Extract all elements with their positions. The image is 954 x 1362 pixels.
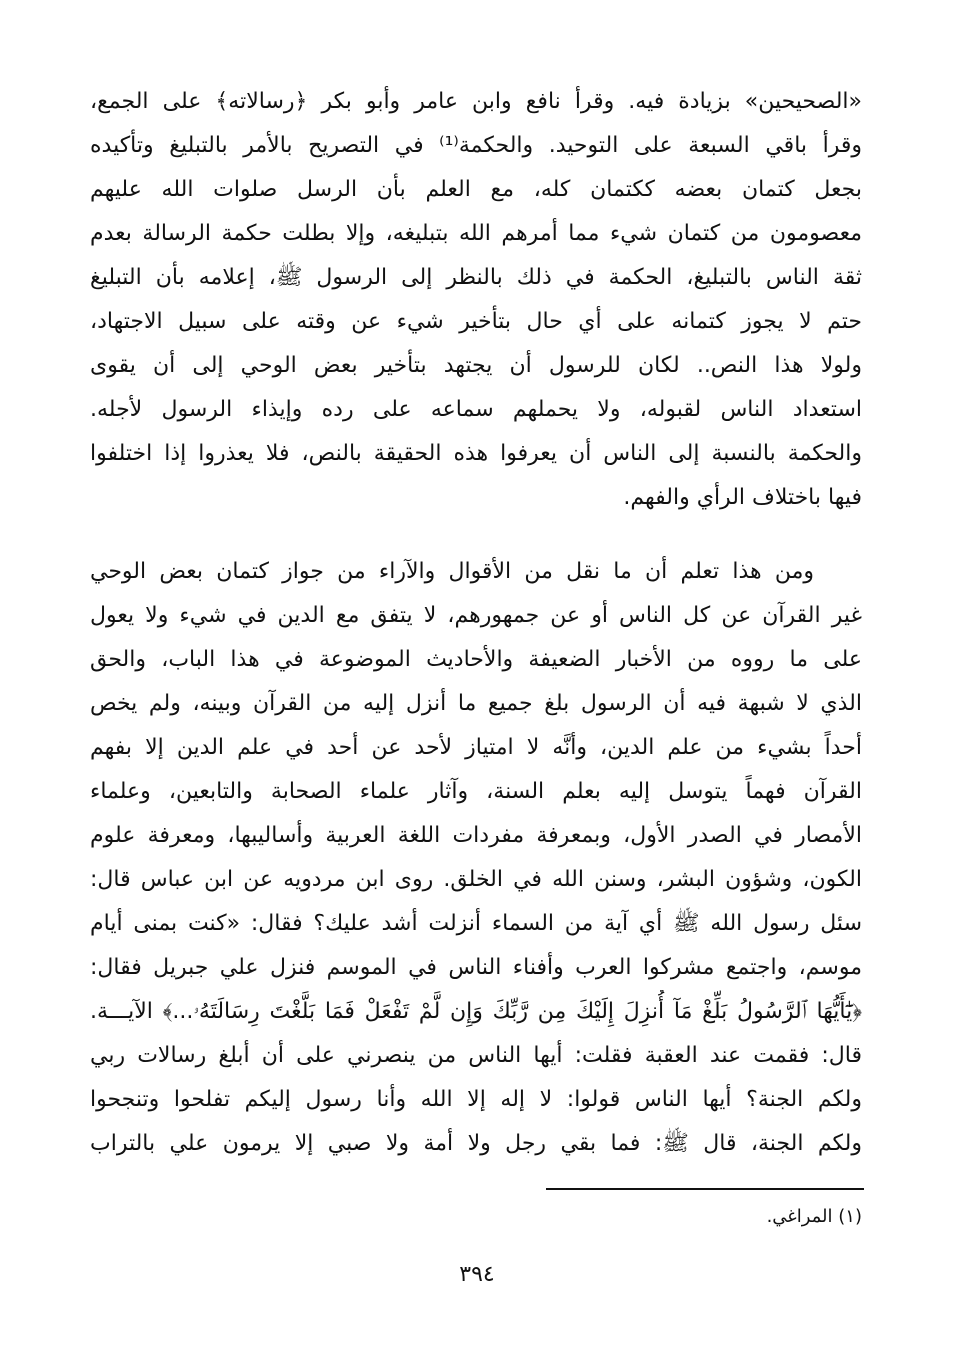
quran-verse-line: ﴿يَٰٓأَيُّهَا ٱلرَّسُولُ بَلِّغْ مَآ أُنزِلَ إِلَيْكَ مِن رَّبِّكَ وَإِن لَّمْ تَفْعَلْ فَمَا بَلَّغْتَ رِسَالَتَهُۥ...﴾ الآيـــة.: [90, 999, 862, 1024]
footnote-divider: [546, 1188, 864, 1190]
text-line: قال: فقمت عند العقبة فقلت: أيها الناس من ينصرني على أن أبلغ رسالات ربي: [90, 1043, 862, 1068]
text-line: أحداً بشيء من علم الدين، وأنَّه لا امتياز لأحد عن أحد في علم الدين إلا بفهم: [90, 735, 862, 760]
footnote: (١) المراغي.: [766, 1206, 862, 1227]
text-line: ومن هذا تعلم أن ما نقل من الأقوال والآراء من جواز كتمان بعض الوحي: [90, 559, 814, 584]
text-line: الكون، وشؤون البشر، وسنن الله في الخلق. روى ابن مردويه عن ابن عباس قال:: [90, 867, 862, 892]
page-number: ٣٩٤: [459, 1262, 495, 1287]
text-line: القرآن فهماً يتوسل إليه بعلم السنة، وآثار علماء الصحابة والتابعين، وعلماء: [90, 779, 862, 804]
text-line: وقرأ باقي السبعة على التوحيد. والحكمة⁽¹⁾ في التصريح بالأمر بالتبليغ وتأكيده: [90, 133, 862, 158]
text-line: بجعل كتمان بعضه ككتمان كله، مع العلم بأن الرسل صلوات الله عليهم: [90, 177, 862, 202]
text-line: موسم، واجتمع مشركوا العرب وأفناء الناس في الموسم فنزل علي جبريل فقال:: [90, 955, 862, 980]
text-line: ولكم الجنة؟ أيها الناس قولوا: لا إله إلا الله وأنا رسول إليكم تفلحوا وتنجحوا: [90, 1087, 862, 1112]
text-line: الأمصار في الصدر الأول، وبمعرفة مفردات اللغة العربية وأساليبها، ومعرفة علوم: [90, 823, 862, 848]
text-line: سئل رسول الله ﷺ أي آية من السماء أنزلت أشد عليك؟ فقال: «كنت بمنى أيام: [90, 911, 862, 936]
text-line: ولكم الجنة، قال ﷺ: فما بقي رجل ولا أمة ولا صبي إلا يرمون علي بالتراب: [90, 1131, 862, 1156]
text-line: استعداد الناس لقبوله، ولا يحملهم سماعه على رده وإيذاء الرسول لأجله.: [90, 397, 862, 422]
text-line: على ما رووه من الأخبار الضعيفة والأحاديث الموضوعة في هذا الباب، والحق: [90, 647, 862, 672]
text-line: الذي لا شبهة فيه أن الرسول بلغ جميع ما أنزل إليه من القرآن وبينه، ولم يخص: [90, 691, 862, 716]
text-line: والحكمة بالنسبة إلى الناس أن يعرفوا هذه الحقيقة بالنص، فلا يعذروا إذا اختلفوا: [90, 441, 862, 466]
text-line: فيها باختلاف الرأي والفهم.: [623, 485, 862, 510]
text-line: ثقة الناس بالتبليغ، الحكمة في ذلك بالنظر إلى الرسول ﷺ، إعلامه بأن التبليغ: [90, 265, 862, 290]
text-line: حتم لا يجوز كتمانه على أي حال بتأخير شيء عن وقته على سبيل الاجتهاد،: [90, 309, 862, 334]
text-line: غير القرآن عن كل الناس أو عن جمهورهم، لا يتفق مع الدين في شيء ولا يعول: [90, 603, 862, 628]
text-line: معصومون من كتمان شيء مما أمرهم الله بتبليغه، وإلا بطلت حكمة الرسالة بعدم: [90, 221, 862, 246]
text-line: «الصحيحين» بزيادة فيه. وقرأ نافع وابن عامر وأبو بكر ﴿رسالاته﴾ على الجمع،: [90, 89, 862, 114]
text-line: ولولا هذا النص.. لكان للرسول أن يجتهد بتأخير بعض الوحي إلى أن يقوى: [90, 353, 862, 378]
